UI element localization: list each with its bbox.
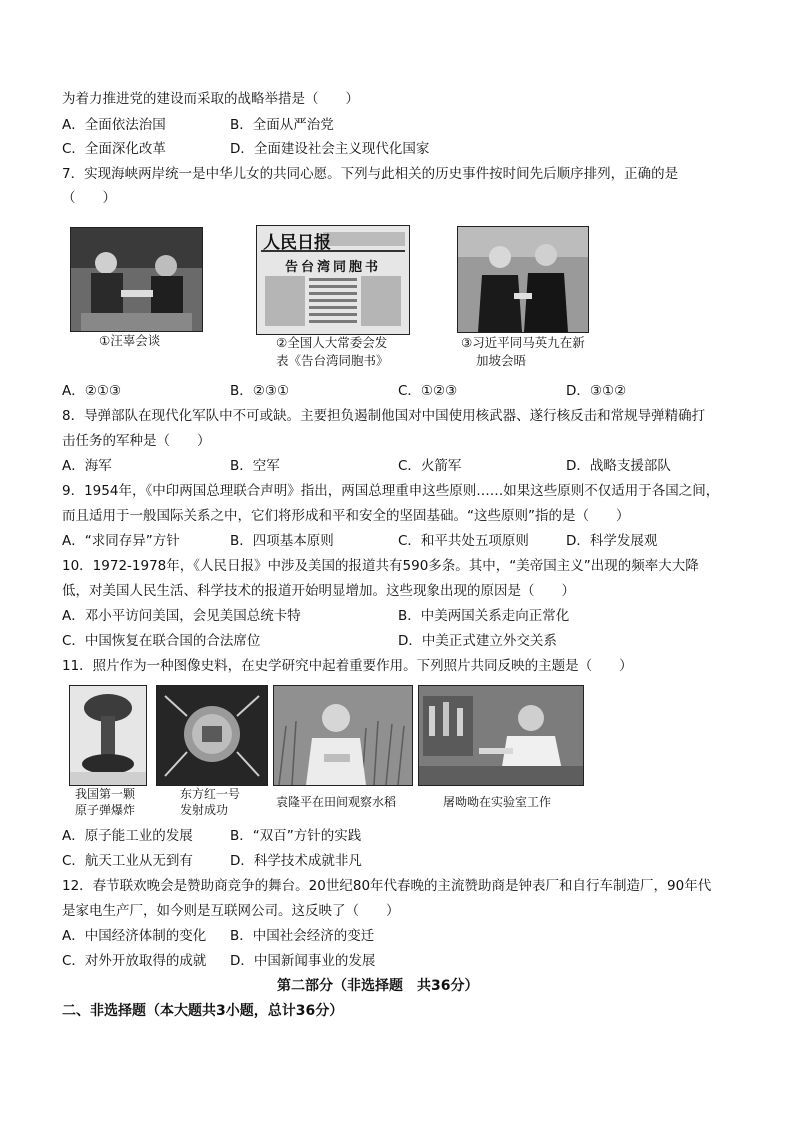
atomic-bomb-photo: [69, 685, 147, 786]
tu-youyou-photo-graphic: [419, 686, 583, 785]
q10-option-a: A．邓小平访问美国，会见美国总统卡特: [62, 608, 301, 624]
part2-title: 第二部分（非选择题 共36分）: [277, 978, 479, 994]
dongfanghong-satellite-photo: [156, 685, 268, 786]
q11-image3-caption: 袁隆平在田间观察水稻: [276, 795, 397, 809]
q9-option-a: A．“求同存异”方针: [62, 533, 180, 549]
dongfanghong-satellite-photo-graphic: [157, 686, 267, 785]
q8-option-b: B．空军: [230, 458, 280, 474]
q8-stem-line1: 8．导弹部队在现代化军队中不可或缺。主要担负遏制他国对中国使用核武器、遂行核反击和常规导弹精确打: [62, 408, 706, 424]
q12-stem-line2: 是家电生产厂，如今则是互联网公司。这反映了（ ）: [62, 903, 400, 919]
xi-ma-meeting-photo-graphic: [458, 227, 588, 332]
wang-gu-talks-photo-graphic: [71, 228, 202, 331]
q7-option-c: C．①②③: [398, 383, 458, 399]
q7-image3-caption-line1: ③习近平同马英九在新: [461, 335, 585, 350]
q7-image2-caption-line1: ②全国人大常委会发: [276, 335, 388, 350]
q11-image4-caption: 屠呦呦在实验室工作: [443, 795, 552, 809]
q7-stem: 7．实现海峡两岸统一是中华儿女的共同心愿。下列与此相关的历史事件按时间先后顺序排列，正确的是: [62, 166, 679, 182]
q6-option-d: D．全面建设社会主义现代化国家: [230, 141, 430, 157]
atomic-bomb-photo-graphic: [70, 686, 146, 785]
q6-option-b: B．全面从严治党: [230, 117, 334, 133]
q7-option-d: D．③①②: [566, 383, 627, 399]
q11-stem: 11．照片作为一种图像史料，在史学研究中起着重要作用。下列照片共同反映的主题是（ ）: [62, 658, 633, 674]
q12-stem-line1: 12．春节联欢晚会是赞助商竞争的舞台。20世纪80年代春晚的主流赞助商是钟表厂和自行车制造厂，90年代: [62, 878, 712, 894]
q6-option-a: A．全面依法治国: [62, 117, 166, 133]
q9-option-d: D．科学发展观: [566, 533, 658, 549]
yuan-longping-photo-graphic: [274, 686, 412, 785]
q9-option-b: B．四项基本原则: [230, 533, 334, 549]
q8-option-d: D．战略支援部队: [566, 458, 671, 474]
wang-gu-talks-photo: [70, 227, 203, 332]
q9-stem-line2: 而且适用于一般国际关系之中，它们将形成和平和安全的坚固基础。“这些原则”指的是（ ）: [62, 508, 630, 524]
q11-image1-caption-line2: 原子弹爆炸: [75, 803, 136, 817]
q11-option-d: D．科学技术成就非凡: [230, 853, 362, 869]
q11-image2-caption-line1: 东方红一号: [180, 787, 241, 801]
q7-stem-paren: （ ）: [62, 190, 116, 206]
q8-option-c: C．火箭军: [398, 458, 462, 474]
q8-option-a: A．海军: [62, 458, 112, 474]
q11-option-b: B．“双百”方针的实践: [230, 828, 362, 844]
q10-option-c: C．中国恢复在联合国的合法席位: [62, 633, 261, 649]
q7-image1-caption: ①汪辜会谈: [99, 333, 161, 348]
q10-option-d: D．中美正式建立外交关系: [398, 633, 557, 649]
q9-option-c: C．和平共处五项原则: [398, 533, 529, 549]
q9-stem-line1: 9．1954年，《中印两国总理联合声明》指出，两国总理重申这些原则……如果这些原则不仅适用于各国之间，: [62, 483, 720, 499]
q7-option-b: B．②③①: [230, 383, 290, 399]
q8-stem-line2: 击任务的军种是（ ）: [62, 433, 211, 449]
q10-stem-line2: 低，对美国人民生活、科学技术的报道开始明显增加。这些现象出现的原因是（ ）: [62, 583, 575, 599]
q10-stem-line1: 10．1972-1978年，《人民日报》中涉及美国的报道共有590多条。其中，“美帝国主义”出现的频率大大降: [62, 558, 699, 574]
newspaper-masthead: 人民日报: [263, 233, 331, 253]
q11-option-a: A．原子能工业的发展: [62, 828, 193, 844]
q7-image3-caption-line2: 加坡会晤: [476, 353, 527, 368]
q11-image1-caption-line1: 我国第一颗: [75, 787, 136, 801]
q11-image2-caption-line2: 发射成功: [180, 803, 229, 817]
q12-option-b: B．中国社会经济的变迁: [230, 928, 375, 944]
q12-option-d: D．中国新闻事业的发展: [230, 953, 376, 969]
q7-image2-caption-line2: 表《告台湾同胞书》: [276, 353, 389, 368]
newspaper-headline: 告台湾同胞书: [285, 260, 382, 275]
xi-ma-meeting-photo: [457, 226, 589, 333]
q12-option-c: C．对外开放取得的成就: [62, 953, 207, 969]
q10-option-b: B．中美两国关系走向正常化: [398, 608, 570, 624]
q12-option-a: A．中国经济体制的变化: [62, 928, 207, 944]
q6-option-c: C．全面深化改革: [62, 141, 166, 157]
tu-youyou-photo: [418, 685, 584, 786]
q7-option-a: A．②①③: [62, 383, 122, 399]
yuan-longping-photo: [273, 685, 413, 786]
q11-option-c: C．航天工业从无到有: [62, 853, 193, 869]
peoples-daily-photo: [256, 225, 410, 335]
section2-title: 二、非选择题（本大题共3小题，总计36分）: [62, 1003, 344, 1019]
q6-stem-tail: 为着力推进党的建设而采取的战略举措是（ ）: [62, 91, 359, 107]
